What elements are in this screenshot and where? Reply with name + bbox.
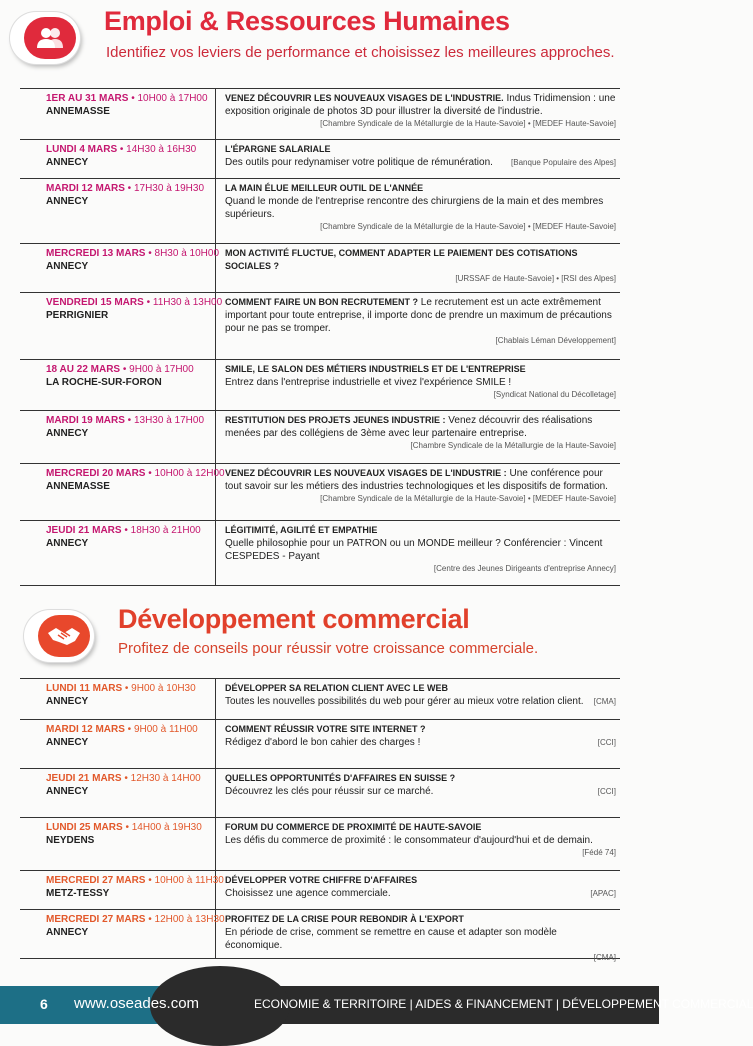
handshake-icon bbox=[47, 625, 81, 647]
event-title: FORUM DU COMMERCE DE PROXIMITÉ DE HAUTE-SAVOIE bbox=[225, 822, 482, 832]
event-title: SMILE, LE SALON DES MÉTIERS INDUSTRIELS ET DE L'ENTREPRISE bbox=[225, 364, 526, 374]
event-organizer: [CCI] bbox=[597, 787, 616, 796]
event-organizer: [Fédé 74] bbox=[582, 848, 616, 857]
table-row bbox=[20, 871, 620, 910]
event-day: MARDI 12 MARS bbox=[46, 724, 125, 735]
event-title: RESTITUTION DES PROJETS JEUNES INDUSTRIE : bbox=[225, 415, 446, 425]
event-time: • 9H00 à 11H00 bbox=[124, 724, 198, 735]
table-row bbox=[20, 411, 620, 464]
event-day: JEUDI 21 MARS bbox=[46, 773, 122, 784]
event-place: ANNECY bbox=[46, 538, 89, 549]
event-place: LA ROCHE-SUR-FORON bbox=[46, 377, 162, 388]
event-text: Une conférence pour tout savoir sur les métiers des industries technologiques et les dispositifs de formation. bbox=[225, 468, 608, 492]
website-link[interactable]: www.oseades.com bbox=[74, 995, 200, 1012]
event-title: MON ACTIVITÉ FLUCTUE, COMMENT ADAPTER LE PAIEMENT DES COTISATIONS SOCIALES ? bbox=[225, 248, 578, 271]
event-time: • 10H00 à 12H00 bbox=[145, 468, 225, 479]
event-time: • 10H00 à 17H00 bbox=[128, 93, 208, 104]
table-row bbox=[20, 360, 620, 411]
event-place: ANNECY bbox=[46, 196, 89, 207]
event-day: VENDREDI 15 MARS bbox=[46, 297, 144, 308]
event-day: MARDI 12 MARS bbox=[46, 183, 125, 194]
event-text: Découvrez les clés pour réussir sur ce marché. bbox=[225, 786, 434, 797]
event-place: ANNECY bbox=[46, 428, 89, 439]
section-header-commercial bbox=[0, 598, 659, 668]
events-table-commercial bbox=[20, 678, 620, 962]
event-time: • 11H30 à 13H00 bbox=[143, 297, 223, 308]
event-title: DÉVELOPPER VOTRE CHIFFRE D'AFFAIRES bbox=[225, 875, 418, 885]
table-row bbox=[20, 679, 620, 720]
event-place: ANNECY bbox=[46, 786, 89, 797]
event-text: Quelle philosophie pour un PATRON ou un MONDE meilleur ? Conférencier : Vincent CESPEDES - Payant bbox=[225, 538, 603, 562]
event-organizer: [Syndicat National du Décolletage] bbox=[493, 390, 616, 399]
table-row bbox=[20, 818, 620, 871]
event-text: Choisissez une agence commerciale. bbox=[225, 888, 391, 899]
event-title: DÉVELOPPER SA RELATION CLIENT AVEC LE WEB bbox=[225, 683, 449, 693]
event-text: Venez découvrir des réalisations menées par des collégiens de 3ème avec leur partenaire entreprise. bbox=[225, 415, 593, 439]
event-day: MERCREDI 27 MARS bbox=[46, 914, 146, 925]
event-text: Entrez dans l'entreprise industrielle et vivez l'expérience SMILE ! bbox=[225, 377, 512, 388]
event-organizer: [APAC] bbox=[590, 889, 616, 898]
section-badge bbox=[24, 610, 94, 662]
event-time: • 8H30 à 10H00 bbox=[145, 248, 220, 259]
event-title: VENEZ DÉCOUVRIR LES NOUVEAUX VISAGES DE L'INDUSTRIE : bbox=[225, 468, 507, 478]
event-day: MARDI 19 MARS bbox=[46, 415, 125, 426]
event-time: • 9H00 à 10H30 bbox=[122, 683, 196, 694]
event-title: QUELLES OPPORTUNITÉS D'AFFAIRES EN SUISSE ? bbox=[225, 773, 456, 783]
section-title: Emploi & Ressources Humaines bbox=[104, 6, 510, 36]
event-organizer: [Banque Populaire des Alpes] bbox=[511, 158, 616, 167]
event-day: MERCREDI 20 MARS bbox=[46, 468, 146, 479]
table-row bbox=[20, 910, 620, 962]
section-subtitle: Identifiez vos leviers de performance et choisissez les meilleures approches. bbox=[106, 44, 615, 61]
event-text: En période de crise, comment se remettre en cause et adapter son modèle économique. bbox=[225, 927, 557, 951]
event-text: Rédigez d'abord le bon cahier des charges ! bbox=[225, 737, 421, 748]
people-icon bbox=[35, 26, 65, 50]
event-day: MERCREDI 27 MARS bbox=[46, 875, 146, 886]
event-organizer: [Centre des Jeunes Dirigeants d'entreprise Annecy] bbox=[433, 564, 616, 573]
table-row bbox=[20, 293, 620, 360]
event-text: Indus Tridimension : une exposition originale de photos 3D pour illustrer la diversité de l'industrie. bbox=[225, 93, 616, 117]
event-time: • 12H00 à 13H30 bbox=[145, 914, 225, 925]
page-number: 6 bbox=[40, 996, 48, 1012]
event-place: METZ-TESSY bbox=[46, 888, 110, 899]
event-day: MERCREDI 13 MARS bbox=[46, 248, 146, 259]
event-text: Toutes les nouvelles possibilités du web pour gérer au mieux votre relation client. bbox=[225, 696, 584, 707]
event-organizer: [CMA] bbox=[593, 697, 616, 706]
event-time: • 18H30 à 21H00 bbox=[121, 525, 201, 536]
event-title: LÉGITIMITÉ, AGILITÉ ET EMPATHIE bbox=[225, 525, 378, 535]
table-row bbox=[20, 720, 620, 769]
event-organizer: [Chambre Syndicale de la Métallurgie de la Haute-Savoie] • [MEDEF Haute-Savoie] bbox=[320, 119, 616, 128]
event-title: LA MAIN ÉLUE MEILLEUR OUTIL DE L'ANNÉE bbox=[225, 183, 424, 193]
event-organizer: [Chambre Syndicale de la Métallurgie de la Haute-Savoie] • [MEDEF Haute-Savoie] bbox=[320, 494, 616, 503]
event-title: COMMENT RÉUSSIR VOTRE SITE INTERNET ? bbox=[225, 724, 426, 734]
section-title: Développement commercial bbox=[118, 604, 470, 634]
table-row bbox=[20, 769, 620, 818]
event-time: • 10H00 à 11H30 bbox=[145, 875, 224, 886]
events-table-emploi bbox=[20, 88, 620, 586]
table-row bbox=[20, 521, 620, 586]
event-organizer: [Chambre Syndicale de la Métallurgie de la Haute-Savoie] • [MEDEF Haute-Savoie] bbox=[320, 222, 616, 231]
event-day: 18 AU 22 MARS bbox=[46, 364, 121, 375]
event-time: • 17H30 à 19H30 bbox=[124, 183, 205, 194]
event-organizer: [Chablais Léman Développement] bbox=[495, 336, 616, 345]
event-text: Des outils pour redynamiser votre politique de rémunération. bbox=[225, 157, 493, 168]
event-place: ANNECY bbox=[46, 696, 89, 707]
event-organizer: [CCI] bbox=[597, 738, 616, 747]
event-time: • 13H30 à 17H00 bbox=[124, 415, 205, 426]
event-day: JEUDI 21 MARS bbox=[46, 525, 122, 536]
event-title: COMMENT FAIRE UN BON RECRUTEMENT ? bbox=[225, 297, 418, 307]
event-day: LUNDI 4 MARS bbox=[46, 144, 118, 155]
event-title: PROFITEZ DE LA CRISE POUR REBONDIR À L'EXPORT bbox=[225, 914, 464, 924]
event-title: VENEZ DÉCOUVRIR LES NOUVEAUX VISAGES DE L'INDUSTRIE. bbox=[225, 93, 504, 103]
section-subtitle: Profitez de conseils pour réussir votre croissance commerciale. bbox=[118, 640, 539, 657]
event-time: • 14H00 à 19H30 bbox=[122, 822, 202, 833]
event-place: ANNECY bbox=[46, 737, 89, 748]
event-organizer: [Chambre Syndicale de la Métallurgie de la Haute-Savoie] bbox=[410, 441, 616, 450]
event-place: ANNECY bbox=[46, 261, 89, 272]
event-title: L'ÉPARGNE SALARIALE bbox=[225, 144, 331, 154]
event-place: ANNEMASSE bbox=[46, 481, 110, 492]
table-row bbox=[20, 179, 620, 244]
event-time: • 14H30 à 16H30 bbox=[117, 144, 197, 155]
section-header-emploi bbox=[0, 0, 659, 80]
event-place: ANNECY bbox=[46, 927, 89, 938]
footer-nav: ECONOMIE & TERRITOIRE | AIDES & FINANCEMENT | DÉVELOPPEMENT COMMERCIAL bbox=[254, 997, 753, 1011]
event-organizer: [CMA] bbox=[593, 953, 616, 962]
event-day: 1ER AU 31 MARS bbox=[46, 93, 129, 104]
table-row bbox=[20, 244, 620, 293]
section-badge bbox=[10, 12, 80, 64]
event-place: PERRIGNIER bbox=[46, 310, 109, 321]
event-time: • 12H30 à 14H00 bbox=[121, 773, 201, 784]
event-day: LUNDI 25 MARS bbox=[46, 822, 123, 833]
table-row bbox=[20, 140, 620, 179]
event-organizer: [URSSAF de Haute-Savoie] • [RSI des Alpes] bbox=[455, 274, 616, 283]
event-time: • 9H00 à 17H00 bbox=[120, 364, 194, 375]
event-place: ANNECY bbox=[46, 157, 89, 168]
table-row bbox=[20, 89, 620, 140]
table-row bbox=[20, 464, 620, 521]
page-footer bbox=[0, 986, 753, 1024]
event-text: Quand le monde de l'entreprise rencontre des chirurgiens de la main et des membres supérieurs. bbox=[225, 196, 604, 220]
event-text: Le recrutement est un acte extrêmement important pour toute entreprise, il importe donc de prendre un maximum de précautions pour ne pas se tromper. bbox=[225, 297, 612, 334]
event-text: Les défis du commerce de proximité : le consommateur d'aujourd'hui et de demain. bbox=[225, 835, 593, 846]
event-place: ANNEMASSE bbox=[46, 106, 110, 117]
event-day: LUNDI 11 MARS bbox=[46, 683, 123, 694]
event-place: NEYDENS bbox=[46, 835, 95, 846]
